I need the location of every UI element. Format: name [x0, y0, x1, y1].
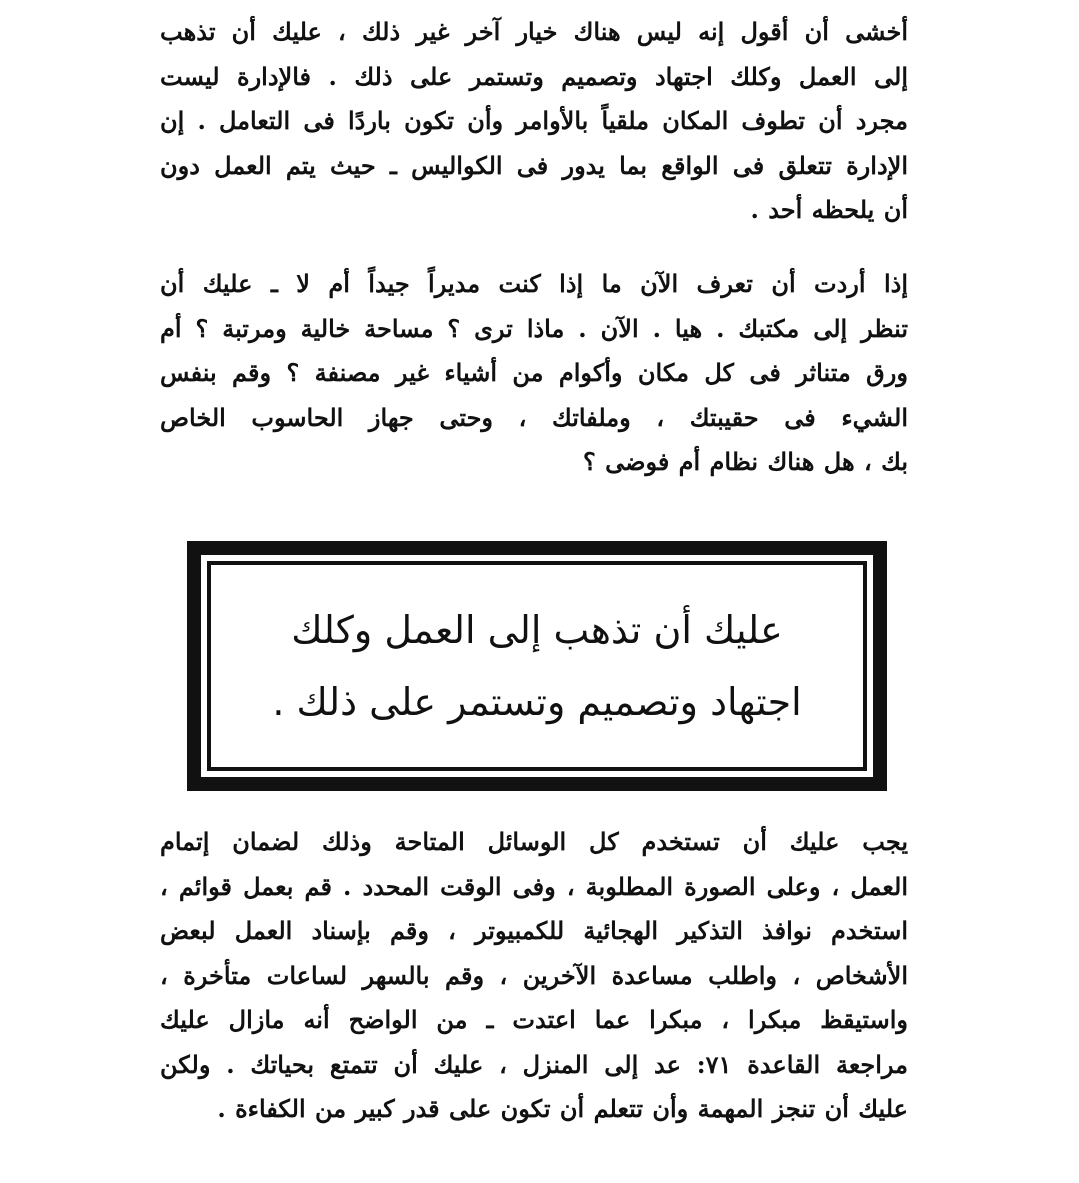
paragraph-line: بك ، هل هناك نظام أم فوضى ؟	[582, 447, 908, 476]
paragraph-line: إلى العمل وكلك اجتهاد وتصميم وتستمر على ذلك . فالإدارة ليست	[160, 61, 908, 91]
paragraph-1	[160, 10, 908, 233]
paragraph-2	[160, 262, 908, 485]
paragraph-line: استخدم نوافذ التذكير الهجائية للكمبيوتر ، وقم بإسناد العمل لبعض	[160, 916, 908, 945]
paragraph-line: العمل ، وعلى الصورة المطلوبة ، وفى الوقت المحدد . قم بعمل قوائم ،	[160, 871, 908, 901]
paragraph-line: واستيقظ مبكرا ، مبكرا عما اعتدت ـ من الواضح أنه مازال عليك	[160, 1005, 908, 1034]
paragraph-line: الإدارة تتعلق فى الواقع بما يدور فى الكواليس ـ حيث يتم العمل دون	[160, 150, 908, 180]
paragraph-line: ورق متناثر فى كل مكان وأكوام من أشياء غير مصنفة ؟ وقم بنفس	[160, 358, 908, 387]
paragraph-line: الأشخاص ، واطلب مساعدة الآخرين ، وقم بالسهر لساعات متأخرة ،	[160, 960, 908, 990]
paragraph-line: عليك أن تنجز المهمة وأن تتعلم أن تكون على قدر كبير من الكفاءة .	[217, 1094, 908, 1123]
pull-quote-text	[272, 594, 801, 738]
paragraph-3	[160, 820, 908, 1132]
paragraph-line: يجب عليك أن تستخدم كل الوسائل المتاحة وذلك لضمان إتمام	[160, 827, 908, 856]
pull-quote-line: اجتهاد وتصميم وتستمر على ذلك .	[272, 680, 802, 724]
paragraph-line: الشيء فى حقيبتك ، وملفاتك ، وحتى جهاز الحاسوب الخاص	[160, 402, 908, 432]
pull-quote-inner-frame	[207, 561, 867, 771]
paragraph-line: أن يلحظه أحد .	[750, 195, 908, 224]
pull-quote-box	[187, 541, 887, 791]
paragraph-line: أخشى أن أقول إنه ليس هناك خيار آخر غير ذلك ، عليك أن تذهب	[160, 17, 908, 46]
paragraph-line: مراجعة القاعدة ٧١: عد إلى المنزل ، عليك أن تتمتع بحياتك . ولكن	[160, 1049, 908, 1079]
pull-quote-line: عليك أن تذهب إلى العمل وكلك	[291, 608, 783, 652]
paragraph-line: مجرد أن تطوف المكان ملقياً بالأوامر وأن تكون باردًا فى التعامل . إن	[160, 106, 908, 135]
paragraph-line: تنظر إلى مكتبك . هيا . الآن . ماذا ترى ؟ مساحة خالية ومرتبة ؟ أم	[160, 313, 908, 343]
paragraph-line: إذا أردت أن تعرف الآن ما إذا كنت مديراً جيداً أم لا ـ عليك أن	[160, 269, 908, 298]
